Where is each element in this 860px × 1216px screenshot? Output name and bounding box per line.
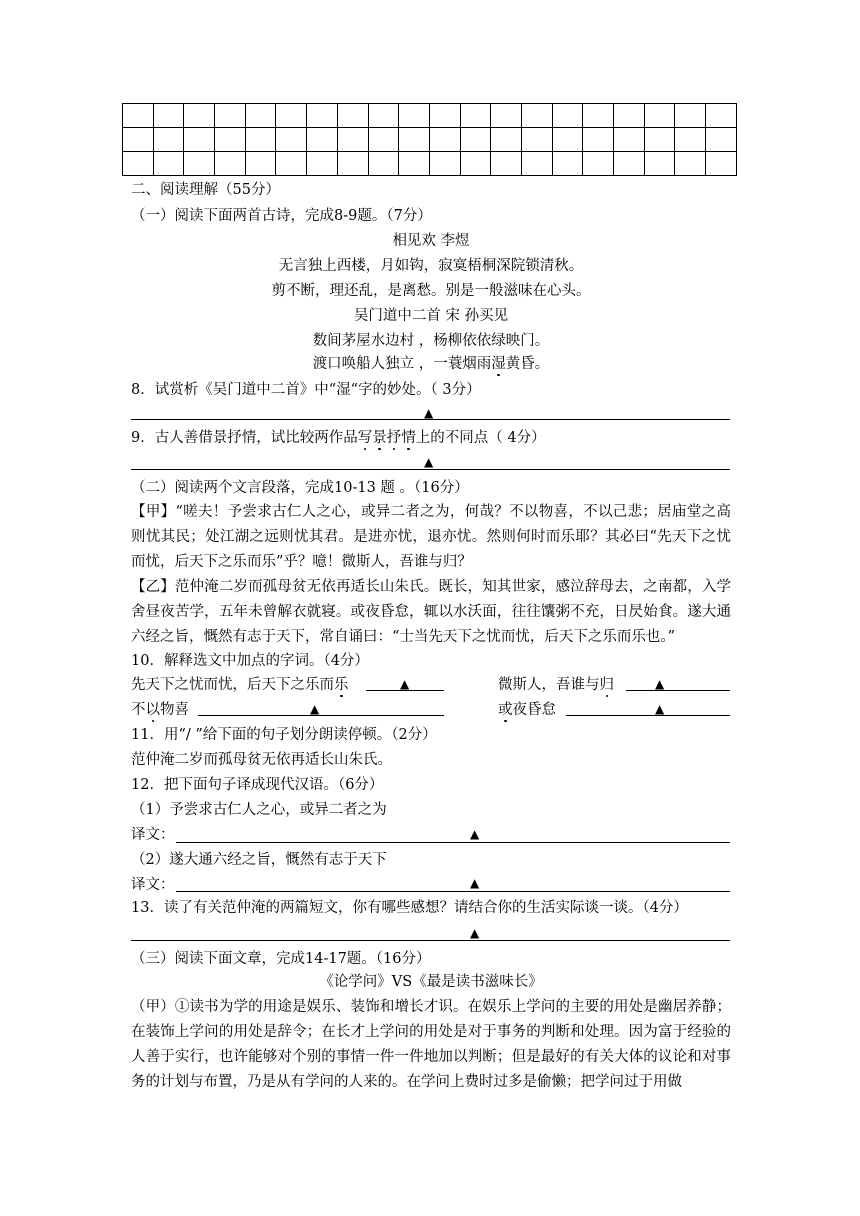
- grid-cell[interactable]: [368, 128, 399, 152]
- grid-cell[interactable]: [429, 128, 460, 152]
- grid-cell[interactable]: [123, 104, 154, 128]
- q10b-pre: 微斯人，吾谁与: [498, 677, 600, 693]
- answer-line[interactable]: [131, 940, 730, 941]
- grid-cell[interactable]: [153, 128, 184, 152]
- grid-cell[interactable]: [153, 104, 184, 128]
- answer-line[interactable]: [198, 715, 444, 716]
- grid-cell[interactable]: [644, 128, 675, 152]
- answer-line[interactable]: [131, 469, 730, 470]
- section-title: 二、阅读理解（55分）: [131, 182, 280, 198]
- grid-cell[interactable]: [644, 152, 675, 176]
- emphasis-dot-char: 情: [401, 430, 416, 446]
- grid-cell[interactable]: [583, 128, 614, 152]
- grid-cell[interactable]: [491, 152, 522, 176]
- emphasis-dot-char: 抒: [386, 430, 402, 446]
- grid-cell[interactable]: [245, 104, 276, 128]
- grid-cell[interactable]: [184, 152, 215, 176]
- grid-cell[interactable]: [521, 128, 552, 152]
- grid-cell[interactable]: [429, 152, 460, 176]
- grid-cell[interactable]: [399, 128, 430, 152]
- grid-cell[interactable]: [184, 128, 215, 152]
- q9-dotted: [358, 430, 416, 446]
- poem2-title: 吴门道中二首 宋 孙买见: [353, 308, 509, 324]
- grid-cell[interactable]: [276, 128, 307, 152]
- grid-cell[interactable]: [460, 152, 491, 176]
- answer-triangle: ▲: [470, 827, 480, 841]
- grid-cell[interactable]: [614, 152, 645, 176]
- answer-line[interactable]: [626, 690, 730, 691]
- answer-triangle: ▲: [470, 876, 480, 890]
- question-11: 11．用“/ ”给下面的句子划分朗读停顿。（2分）: [131, 727, 437, 743]
- q11-sentence[interactable]: 范仲淹二岁而孤母贫无依再适长山朱氏。: [131, 752, 392, 768]
- grid-cell[interactable]: [706, 128, 737, 152]
- grid-cell[interactable]: [583, 152, 614, 176]
- grid-cell[interactable]: [123, 128, 154, 152]
- poem2-line2: [131, 354, 731, 374]
- question-12: 12．把下面句子译成现代汉语。（6分）: [131, 777, 384, 793]
- grid-cell[interactable]: [245, 152, 276, 176]
- grid-cell[interactable]: [491, 104, 522, 128]
- q10c-pre: 不: [131, 702, 146, 718]
- poem1-line1: 无言独上西楼，月如钩，寂寞梧桐深院锁清秋。: [278, 258, 584, 274]
- part2-intro: （二）阅读两个文言段落，完成10-13 题 。（16分）: [131, 480, 469, 496]
- q10-item-d: [498, 700, 556, 720]
- q12-sentence-1: （1）予尝求古仁人之心，或异二者之为: [131, 802, 387, 818]
- emphasis-dot-char: 或: [498, 702, 513, 718]
- answer-line[interactable]: [176, 891, 730, 892]
- translation-label: 译文：: [131, 877, 175, 893]
- grid-cell[interactable]: [706, 104, 737, 128]
- grid-cell[interactable]: [307, 104, 338, 128]
- emphasis-dot-char: 写: [357, 430, 373, 446]
- grid-cell[interactable]: [552, 152, 583, 176]
- grid-cell[interactable]: [614, 104, 645, 128]
- writing-grid: [122, 103, 737, 176]
- answer-triangle: ▲: [400, 677, 410, 691]
- grid-cell[interactable]: [429, 104, 460, 128]
- q12-sentence-2: （2）遂大通六经之旨，慨然有志于天下: [131, 852, 387, 868]
- grid-cell[interactable]: [521, 104, 552, 128]
- q10d-post: 夜昏怠: [512, 702, 556, 718]
- translation-label: 译文：: [131, 827, 175, 843]
- grid-cell[interactable]: [184, 104, 215, 128]
- grid-cell[interactable]: [644, 104, 675, 128]
- grid-cell[interactable]: [337, 128, 368, 152]
- question-9: [131, 428, 546, 448]
- q9-text-b: 上的不同点（ 4分）: [415, 430, 546, 446]
- emphasis-dot-char: 湿: [491, 356, 506, 372]
- poem2-line1: 数间茅屋水边村 ，杨柳依依绿映门。: [312, 333, 550, 349]
- grid-cell[interactable]: [491, 128, 522, 152]
- grid-cell[interactable]: [307, 128, 338, 152]
- grid-cell[interactable]: [307, 152, 338, 176]
- grid-cell[interactable]: [215, 128, 246, 152]
- grid-cell[interactable]: [215, 152, 246, 176]
- grid-cell[interactable]: [552, 128, 583, 152]
- part1-intro: （一）阅读下面两首古诗，完成8-9题。（7分）: [131, 208, 432, 224]
- grid-cell[interactable]: [614, 128, 645, 152]
- answer-triangle: ▲: [655, 677, 665, 691]
- poem1-title: 相见欢 李煜: [392, 233, 470, 249]
- grid-cell[interactable]: [552, 104, 583, 128]
- question-13: 13．读了有关范仲淹的两篇短文，你有哪些感想？请结合你的生活实际谈一谈。（4分）: [131, 900, 688, 916]
- grid-cell[interactable]: [460, 128, 491, 152]
- grid-cell[interactable]: [368, 104, 399, 128]
- q10c-post: 物喜: [160, 702, 189, 718]
- question-8: 8．试赏析《吴门道中二首》中“湿“字的妙处。（ 3分）: [131, 382, 481, 398]
- answer-line[interactable]: [566, 715, 730, 716]
- q10a-pre: 先天下之忧而忧，后天下之乐而: [131, 677, 334, 693]
- grid-cell[interactable]: [675, 152, 706, 176]
- answer-triangle: ▲: [470, 926, 480, 940]
- answer-triangle: ▲: [424, 406, 434, 420]
- emphasis-dot-char: 景: [372, 430, 387, 446]
- q9-text-a: 9．古人善借景抒情，试比较两作品: [131, 430, 358, 446]
- grid-cell[interactable]: [675, 128, 706, 152]
- answer-triangle: ▲: [424, 455, 434, 469]
- answer-line[interactable]: [131, 419, 730, 420]
- grid-cell[interactable]: [706, 152, 737, 176]
- grid-cell[interactable]: [521, 152, 552, 176]
- part3-intro: （三）阅读下面文章，完成14-17题。（16分）: [131, 951, 431, 967]
- grid-cell[interactable]: [675, 104, 706, 128]
- q10-item-a: [131, 675, 349, 695]
- grid-cell[interactable]: [368, 152, 399, 176]
- grid-cell[interactable]: [399, 152, 430, 176]
- q10-item-c: [131, 700, 189, 720]
- grid-cell[interactable]: [215, 104, 246, 128]
- emphasis-dot-char: 归: [599, 677, 614, 693]
- grid-cell[interactable]: [153, 152, 184, 176]
- grid-cell[interactable]: [460, 104, 491, 128]
- emphasis-dot-char: 以: [145, 702, 160, 718]
- grid-cell[interactable]: [337, 104, 368, 128]
- answer-triangle: ▲: [310, 702, 320, 716]
- answer-triangle: ▲: [655, 702, 665, 716]
- passage-yi: 【乙】范仲淹二岁而孤母贫无依再适长山朱氏。既长，知其世家，感泣辞母去，之南都，入学舍昼夜苦学，五年未曾解衣就寝。或夜昏怠，辄以水沃面，往往馕粥不充，日昃始食。遂大通六经之旨，慨然有志于天下，常自诵曰：“士当先天下之忧而忧，后天下之乐而乐也。”: [131, 579, 731, 645]
- grid-cell[interactable]: [123, 152, 154, 176]
- grid-cell[interactable]: [399, 104, 430, 128]
- poem1-line2: 剪不断，理还乱，是离愁。别是一般滋味在心头。: [271, 283, 591, 299]
- answer-line[interactable]: [176, 842, 730, 843]
- grid-cell[interactable]: [276, 104, 307, 128]
- grid-cell[interactable]: [245, 128, 276, 152]
- q10-item-b: [498, 675, 614, 695]
- poem2-line2-b: 黄昏。: [505, 356, 550, 372]
- part3-title: 《论学问》VS《最是读书滋味长》: [319, 974, 543, 990]
- passage-jia: 【甲】“嗟夫！予尝求古仁人之心，或异二者之为，何哉？不以物喜，不以己悲；居庙堂之高则忧其民；处江湖之远则忧其君。是进亦忧，退亦忧。然则何时而乐耶？其必曰“先天下之忧而忧，后天下之乐而乐”乎？噫！微斯人，吾谁与归？: [131, 504, 731, 570]
- grid-cell[interactable]: [337, 152, 368, 176]
- question-10: 10．解释选文中加点的字词。（4分）: [131, 653, 369, 669]
- grid-cell[interactable]: [583, 104, 614, 128]
- passage-part3: （甲）①读书为学的用途是娱乐、装饰和增长才识。在娱乐上学问的主要的用处是幽居养静；在装饰上学问的用处是辞令；在长才上学问的用处是对于事务的判断和处理。因为富于经验的人善于实行，也许能够对个别的事情一件一件地加以判断；但是最好的有关大体的议论和对事务的计划与布置，乃是从有学问的人来的。在学问上费时过多是偷懒；把学问过于用做: [131, 999, 731, 1090]
- grid-cell[interactable]: [276, 152, 307, 176]
- emphasis-dot-char: 乐: [334, 677, 349, 693]
- poem2-line2-a: 渡口唤船人独立 ，一蓑烟雨: [312, 356, 492, 372]
